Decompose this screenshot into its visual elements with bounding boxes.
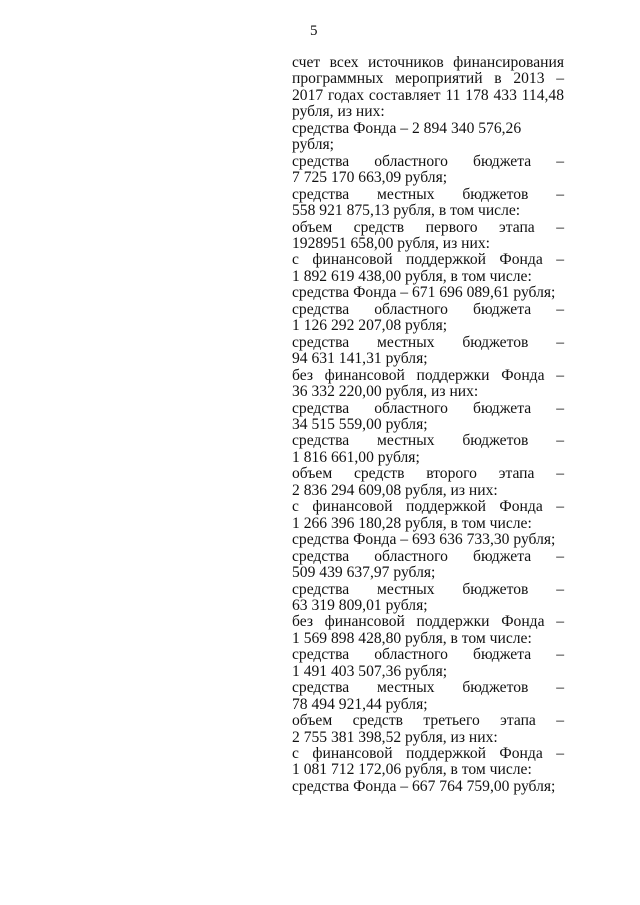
paragraph-line: объем средств третьего этапа –	[292, 712, 564, 730]
paragraph-line: средства областного бюджета –	[292, 547, 564, 565]
paragraph-line: 2017 годах составляет 11 178 433 114,48	[292, 86, 564, 104]
text-paragraph	[292, 713, 564, 746]
text-paragraph	[292, 335, 564, 368]
paragraph-tail: 1 126 292 207,08 рубля;	[292, 317, 448, 335]
paragraph-line: средства областного бюджета –	[292, 152, 564, 170]
paragraph-tail: 558 921 875,13 рубля, в том числе:	[292, 202, 521, 220]
paragraph-tail: 1 491 403 507,36 рубля;	[292, 662, 448, 680]
paragraph-line: объем средств второго этапа –	[292, 465, 564, 483]
text-line: средства Фонда – 671 696 089,61 рубля;	[292, 284, 556, 302]
paragraph-tail: 1928951 658,00 рубля, из них:	[292, 234, 490, 252]
paragraph-tail: 1 569 898 428,80 рубля, в том числе:	[292, 629, 532, 647]
paragraph-line: с финансовой поддержкой Фонда –	[292, 498, 564, 516]
text-paragraph	[292, 746, 564, 779]
text-paragraph	[292, 499, 564, 532]
paragraph-line: средства местных бюджетов –	[292, 333, 564, 351]
text-line: средства Фонда – 667 764 759,00 рубля;	[292, 777, 556, 795]
text-paragraph	[292, 154, 564, 187]
paragraph-line: с финансовой поддержкой Фонда –	[292, 745, 564, 763]
paragraph-line: средства местных бюджетов –	[292, 679, 564, 697]
paragraph-tail: 509 439 637,97 рубля;	[292, 564, 436, 582]
text-paragraph	[292, 252, 564, 285]
text-paragraph	[292, 368, 564, 401]
paragraph-tail: 78 494 921,44 рубля;	[292, 695, 428, 713]
paragraph-tail: 2 755 381 398,52 рубля, из них:	[292, 728, 498, 746]
paragraph-tail: 1 081 712 172,06 рубля, в том числе:	[292, 761, 532, 779]
text-paragraph	[292, 187, 564, 220]
paragraph-tail: 1 892 619 438,00 рубля, в том числе:	[292, 267, 532, 285]
text-paragraph	[292, 55, 564, 121]
paragraph-tail: 94 631 141,31 рубля;	[292, 350, 428, 368]
text-paragraph	[292, 466, 564, 499]
paragraph-tail: рубля, из них:	[292, 103, 385, 121]
paragraph-line: счет всех источников финансирования	[292, 54, 564, 71]
paragraph-tail: 1 816 661,00 рубля;	[292, 448, 420, 466]
paragraph-line: средства областного бюджета –	[292, 646, 564, 664]
paragraph-tail: 7 725 170 663,09 рубля;	[292, 169, 448, 187]
paragraph-line: с финансовой поддержкой Фонда –	[292, 251, 564, 269]
text-paragraph	[292, 220, 564, 253]
paragraph-line: программных мероприятий в 2013 –	[292, 70, 564, 88]
text-paragraph	[292, 647, 564, 680]
paragraph-line: средства областного бюджета –	[292, 300, 564, 318]
paragraph-tail: 36 332 220,00 рубля, из них:	[292, 383, 479, 401]
text-paragraph	[292, 401, 564, 434]
text-paragraph	[292, 680, 564, 713]
text-line: средства Фонда – 693 636 733,30 рубля;	[292, 531, 556, 549]
text-paragraph	[292, 433, 564, 466]
document-text	[292, 55, 564, 795]
paragraph-line: без финансовой поддержки Фонда –	[292, 366, 564, 384]
paragraph-tail: 34 515 559,00 рубля;	[292, 415, 428, 433]
paragraph-line: средства местных бюджетов –	[292, 185, 564, 203]
page-number: 5	[310, 23, 318, 39]
text-paragraph	[292, 614, 564, 647]
paragraph-line: объем средств первого этапа –	[292, 218, 564, 236]
paragraph-tail: 1 266 396 180,28 рубля, в том числе:	[292, 514, 532, 532]
text-line: средства Фонда – 2 894 340 576,26 рубля;	[292, 119, 522, 154]
paragraph-tail: 2 836 294 609,08 рубля, из них:	[292, 481, 498, 499]
text-paragraph	[292, 549, 564, 582]
paragraph-tail: 63 319 809,01 рубля;	[292, 596, 428, 614]
text-paragraph	[292, 582, 564, 615]
paragraph-line: средства местных бюджетов –	[292, 432, 564, 450]
paragraph-line: средства местных бюджетов –	[292, 580, 564, 598]
paragraph-line: средства областного бюджета –	[292, 399, 564, 417]
text-paragraph	[292, 302, 564, 335]
paragraph-line: без финансовой поддержки Фонда –	[292, 613, 564, 631]
